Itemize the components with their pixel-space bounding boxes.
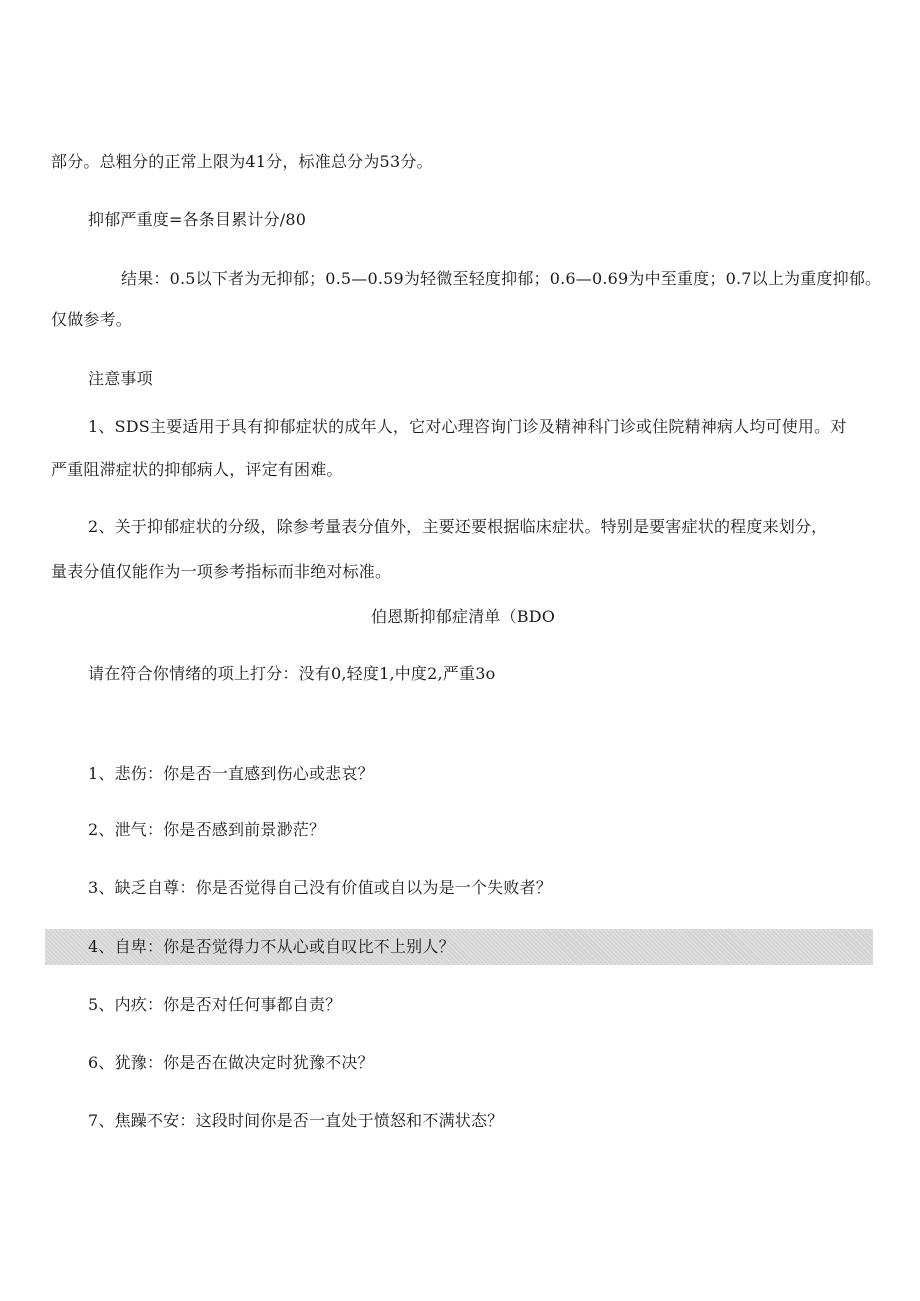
bdi-question-6: 6、犹豫：你是否在做决定时犹豫不决？ — [88, 1053, 374, 1072]
notes-item-2-line-1: 2、关于抑郁症状的分级，除参考量表分值外，主要还要根据临床症状。特别是要害症状的程度来划分， — [88, 517, 828, 536]
bdi-title: 伯恩斯抑郁症清单（BDO — [371, 607, 556, 626]
notes-item-1-line-2: 严重阻滞症状的抑郁病人，评定有困难。 — [51, 460, 343, 479]
bdi-question-5: 5、内疚：你是否对任何事都自责？ — [88, 995, 342, 1014]
paragraph-result-line-1: 结果：0.5以下者为无抑郁；0.5—0.59为轻微至轻度抑郁；0.6—0.69为中至重度；0.7以上为重度抑郁。 — [121, 269, 882, 288]
paragraph-result-line-2: 仅做参考。 — [51, 310, 133, 329]
bdi-question-2: 2、泄气：你是否感到前景渺茫？ — [88, 820, 326, 839]
paragraph-score-limit: 部分。总粗分的正常上限为41分，标准总分为53分。 — [51, 152, 433, 171]
notes-heading: 注意事项 — [88, 369, 153, 388]
notes-item-1-line-1: 1、SDS主要适用于具有抑郁症状的成年人，它对心理咨询门诊及精神科门诊或住院精神病人均可使用。对 — [88, 417, 847, 436]
bdi-instruction: 请在符合你情绪的项上打分：没有0,轻度1,中度2,严重3o — [88, 664, 496, 683]
paragraph-severity-formula: 抑郁严重度=各条目累计分/80 — [88, 210, 307, 229]
bdi-question-3: 3、缺乏自尊：你是否觉得自己没有价值或自以为是一个失败者？ — [88, 878, 552, 897]
bdi-question-4: 4、自卑：你是否觉得力不从心或自叹比不上别人？ — [88, 937, 455, 956]
notes-item-2-line-2: 量表分值仅能作为一项参考指标而非绝对标准。 — [51, 562, 392, 581]
bdi-question-7: 7、焦躁不安：这段时间你是否一直处于愤怒和不满状态？ — [88, 1111, 504, 1130]
bdi-question-1: 1、悲伤：你是否一直感到伤心或悲哀？ — [88, 764, 374, 783]
